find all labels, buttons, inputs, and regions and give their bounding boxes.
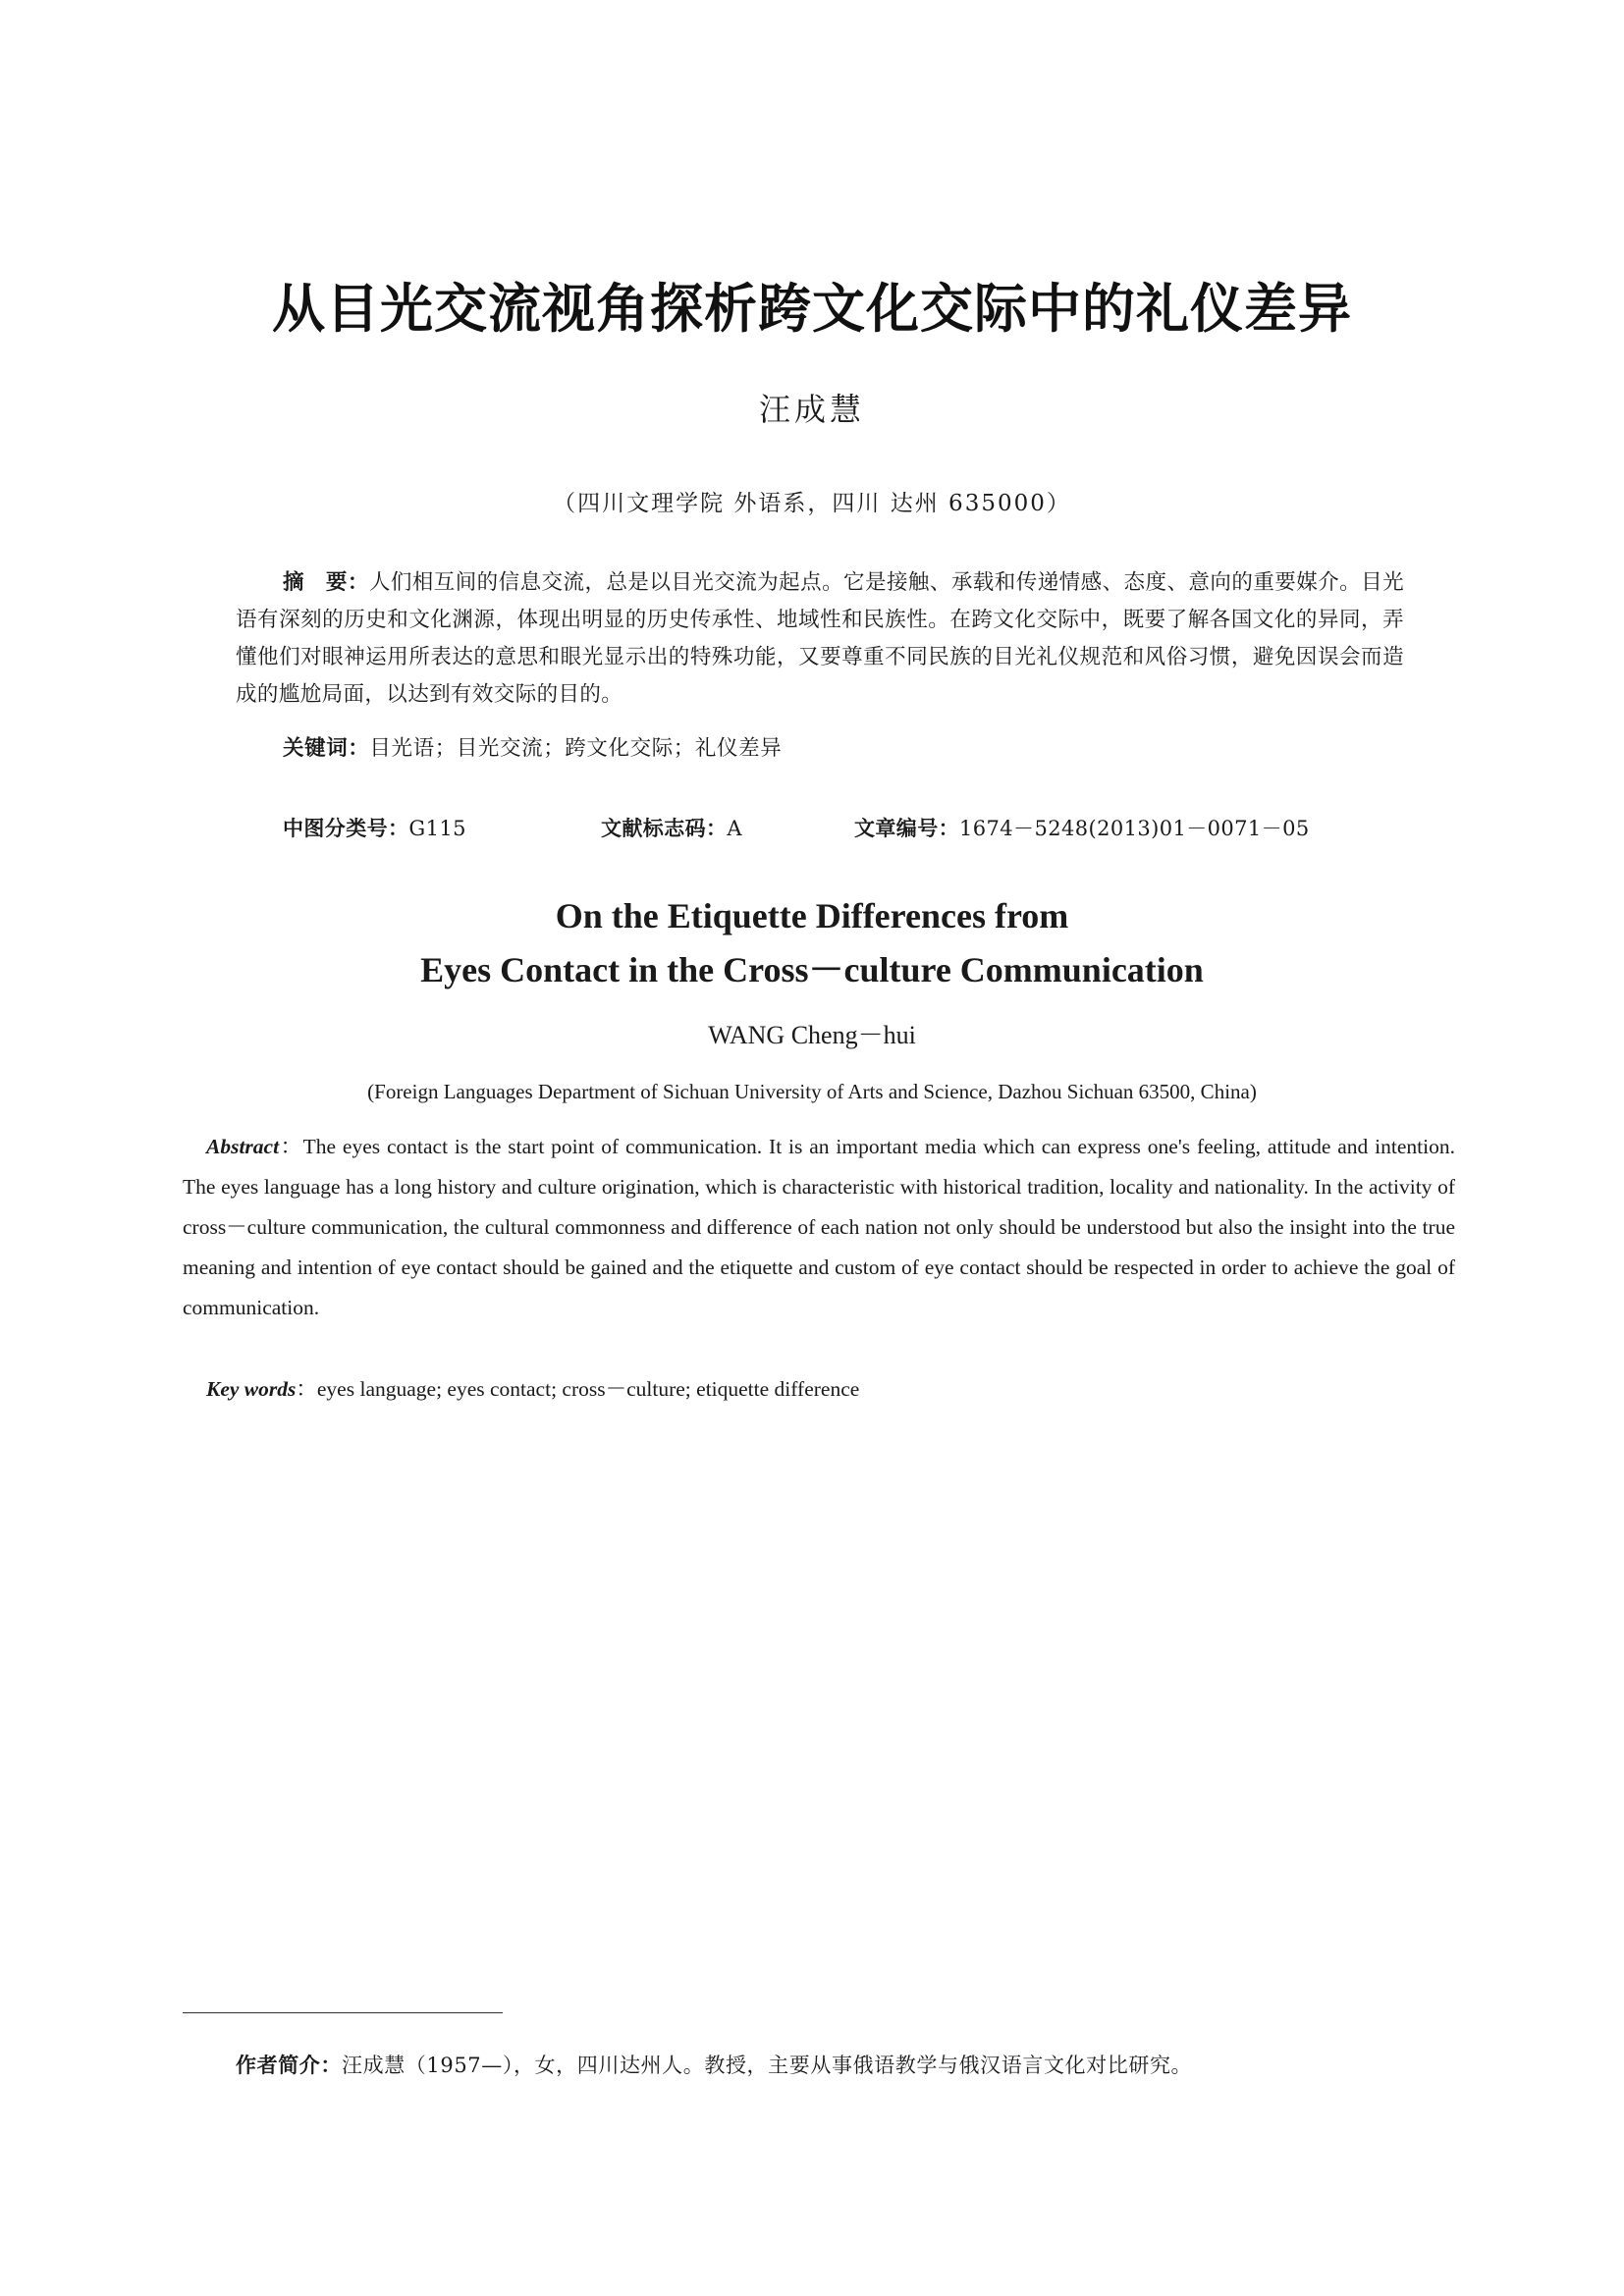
chinese-affiliation: （四川文理学院 外语系，四川 达州 635000） [553, 491, 1071, 516]
chinese-keywords-text: 目光语；目光交流；跨文化交际；礼仪差异 [369, 736, 783, 761]
chinese-keywords [283, 731, 782, 762]
chinese-abstract-text: 人们相互间的信息交流，总是以目光交流为起点。它是接触、承载和传递情感、态度、意向的重要媒介。目光语有深刻的历史和文化渊源，体现出明显的历史传承性、地域性和民族性。在跨文化交际中，既要了解各国文化的异同，弄懂他们对眼神运用所表达的意思和眼光显示出的特殊功能，又要尊重不同民族的目光礼仪规范和风俗习惯，避免因误会而造成的尴尬局面，以达到有效交际的目的。 [236, 570, 1404, 707]
english-affiliation: (Foreign Languages Department of Sichuan University of Arts and Science, Dazhou Sichuan 63500, China) [367, 1080, 1257, 1103]
english-title-line-1: On the Etiquette Differences from [555, 896, 1069, 935]
author-footnote [236, 2050, 1192, 2079]
english-keywords-separator: ： [296, 1377, 317, 1401]
english-title [0, 889, 1624, 997]
footnote-divider [183, 2012, 503, 2013]
english-keywords [206, 1372, 859, 1403]
chinese-keywords-label: 关键词： [283, 736, 370, 761]
english-abstract-text: The eyes contact is the start point of communication. It is an important media which can express one's feeling, attitude and intention. The eyes language has a long history and culture origination, which is characteristic with historical tradition, locality and nationality. In the activity of cross－culture communication, the cultural commonness and difference of each nation not only should be understood but also the insight into the true meaning and intention of eye contact should be gained and the etiquette and custom of eye contact should be respected in order to achieve the goal of communication. [183, 1135, 1455, 1319]
chinese-author: 汪成慧 [758, 391, 865, 428]
article-number-value: 1674－5248(2013)01－0071－05 [959, 817, 1310, 840]
english-keywords-label: Key words [206, 1377, 297, 1401]
footnote-label: 作者简介： [236, 2054, 342, 2077]
chinese-abstract-label: 摘 要： [283, 570, 369, 595]
document-code [601, 813, 742, 842]
english-abstract-label: Abstract [206, 1135, 280, 1158]
clc-label: 中图分类号： [283, 817, 409, 840]
article-number-label: 文章编号： [854, 817, 959, 840]
chinese-abstract [236, 564, 1404, 714]
english-keywords-text: eyes language; eyes contact; cross－culture; etiquette difference [316, 1377, 860, 1401]
clc-value: G115 [408, 817, 466, 840]
document-code-label: 文献标志码： [601, 817, 728, 840]
chinese-title: 从目光交流视角探析跨文化交际中的礼仪差异 [272, 278, 1352, 340]
english-abstract [183, 1127, 1455, 1328]
english-abstract-separator: ： [279, 1135, 303, 1158]
english-title-line-2: Eyes Contact in the Cross－culture Communication [420, 950, 1204, 989]
article-number [854, 813, 1310, 842]
clc-number [283, 813, 466, 842]
document-code-value: A [727, 817, 742, 840]
footnote-text: 汪成慧（1957—），女，四川达州人。教授，主要从事俄语教学与俄汉语言文化对比研究。 [342, 2054, 1193, 2077]
english-author: WANG Cheng－hui [708, 1021, 916, 1049]
